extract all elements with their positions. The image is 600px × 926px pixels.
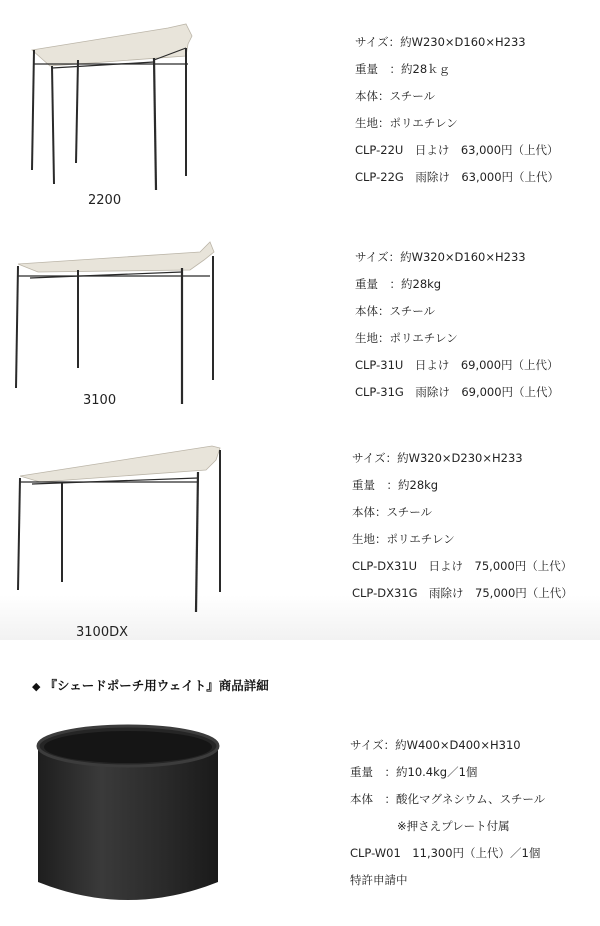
spec-body: 本体：スチール	[352, 505, 433, 519]
spec-price-sunshade: CLP-DX31U 日よけ 75,000円（上代）	[352, 559, 573, 573]
shade-porch-2200-image	[20, 18, 200, 196]
spec-note: ※押さえプレート付属	[397, 819, 510, 833]
spec-size: サイズ：約W230×D160×H233	[355, 35, 526, 49]
spec-weight: 重量 ：約10.4kg／1個	[350, 765, 478, 779]
spec-price-sunshade: CLP-31U 日よけ 69,000円（上代）	[355, 358, 559, 372]
spec-size: サイズ：約W320×D160×H233	[355, 250, 526, 264]
spec-body: 本体：スチール	[355, 89, 436, 103]
spec-weight: 重量 ：約28kg	[352, 478, 439, 492]
spec-body: 本体 ：酸化マグネシウム、スチール	[350, 792, 546, 806]
spec-price-rain: CLP-22G 雨除け 63,000円（上代）	[355, 170, 560, 184]
spec-fabric: 生地：ポリエチレン	[352, 532, 455, 546]
model-label: 2200	[88, 193, 122, 208]
spec-price-rain: CLP-DX31G 雨除け 75,000円（上代）	[352, 586, 573, 600]
spec-list	[352, 450, 573, 612]
spec-body: 本体：スチール	[355, 304, 436, 318]
spec-weight: 重量 ：約28ｋｇ	[355, 62, 451, 76]
heading-text: 『シェードポーチ用ウェイト』商品詳細	[44, 678, 269, 693]
spec-weight: 重量 ：約28kg	[355, 277, 442, 291]
shade-porch-3100dx-image	[12, 442, 227, 618]
spec-fabric: 生地：ポリエチレン	[355, 331, 458, 345]
weight-section-heading	[32, 676, 269, 694]
spec-price: CLP-W01 11,300円（上代）／1個	[350, 846, 541, 860]
spec-patent: 特許申請中	[350, 873, 408, 887]
spec-list	[355, 34, 559, 196]
shade-porch-3100-image	[10, 238, 220, 410]
weight-spec-list	[350, 737, 545, 899]
model-label: 3100DX	[76, 625, 128, 640]
weight-pot-image	[30, 722, 226, 912]
spec-fabric: 生地：ポリエチレン	[355, 116, 458, 130]
diamond-bullet-icon: ◆	[32, 680, 41, 693]
spec-price-sunshade: CLP-22U 日よけ 63,000円（上代）	[355, 143, 559, 157]
spec-price-rain: CLP-31G 雨除け 69,000円（上代）	[355, 385, 560, 399]
model-label: 3100	[83, 393, 117, 408]
spec-list	[355, 249, 559, 411]
spec-size: サイズ：約W400×D400×H310	[350, 738, 521, 752]
spec-size: サイズ：約W320×D230×H233	[352, 451, 523, 465]
